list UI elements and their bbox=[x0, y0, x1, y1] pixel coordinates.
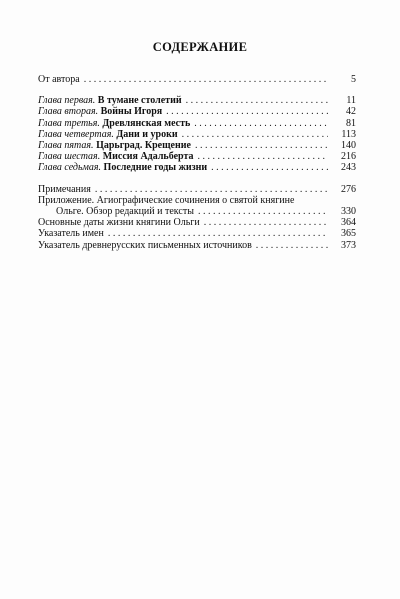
chapter-number: Глава седьмая. bbox=[38, 162, 102, 174]
page-title: СОДЕРЖАНИЕ bbox=[152, 40, 248, 54]
toc-entry-chapter-6[interactable] bbox=[38, 151, 356, 162]
leader-dots bbox=[211, 162, 328, 173]
toc-entry-chapter-4[interactable] bbox=[38, 129, 356, 140]
toc-entry-author[interactable] bbox=[38, 74, 356, 85]
toc-page-number: 42 bbox=[346, 106, 356, 118]
chapter-title: Царьград. Крещение bbox=[96, 140, 191, 152]
leader-dots bbox=[194, 118, 328, 129]
chapter-number: Глава четвертая. bbox=[38, 128, 114, 140]
leader-dots bbox=[84, 74, 328, 85]
toc-entry-chapter-3[interactable] bbox=[38, 118, 356, 129]
toc-page-number: 81 bbox=[346, 117, 356, 129]
toc-page-number: 243 bbox=[341, 162, 356, 174]
chapter-title: Древлянская месть bbox=[102, 117, 191, 129]
toc-entry-label: Указатель древнерусских письменных источников bbox=[38, 239, 252, 251]
leader-dots bbox=[166, 106, 328, 117]
toc-page-number: 373 bbox=[341, 239, 356, 251]
toc-entry-notes[interactable] bbox=[38, 184, 356, 195]
leader-dots bbox=[256, 240, 328, 251]
leader-dots bbox=[95, 184, 328, 195]
toc-entry-chapter-2[interactable] bbox=[38, 106, 356, 117]
chapter-number: Глава пятая. bbox=[38, 140, 94, 152]
chapter-title: Дани и уроки bbox=[116, 128, 178, 140]
toc-page-number: 276 bbox=[341, 183, 356, 195]
toc-entry-label: От автора bbox=[38, 74, 80, 85]
toc-entry-supplement[interactable] bbox=[38, 195, 356, 217]
chapter-title: Последние годы жизни bbox=[103, 162, 208, 174]
leader-dots bbox=[186, 95, 328, 106]
chapter-number: Глава первая. bbox=[38, 95, 96, 107]
chapter-title: Войны Игоря bbox=[100, 106, 163, 118]
chapter-title: Миссия Адальберта bbox=[102, 151, 194, 163]
leader-dots bbox=[182, 129, 328, 140]
toc-entry-dates[interactable] bbox=[38, 217, 356, 228]
toc-entry-label: Основные даты жизни княгини Ольги bbox=[38, 217, 200, 229]
toc-page-number: 364 bbox=[341, 217, 356, 229]
leader-dots bbox=[204, 217, 328, 228]
toc-entry-sources-index[interactable] bbox=[38, 240, 356, 251]
toc-entry-label: Приложение. Агиографические сочинения о святой княгине bbox=[38, 194, 295, 206]
leader-dots bbox=[198, 151, 329, 162]
chapter-title: В тумане столетий bbox=[97, 95, 182, 107]
toc-entry-chapter-1[interactable] bbox=[38, 95, 356, 106]
leader-dots bbox=[195, 140, 328, 151]
toc-entry-label: Указатель имен bbox=[38, 228, 104, 240]
toc-entry-label-continued: Ольге. Обзор редакций и тексты bbox=[56, 206, 194, 218]
toc-page-number: 5 bbox=[351, 74, 356, 85]
toc-page-number: 11 bbox=[346, 95, 356, 107]
leader-dots bbox=[108, 228, 328, 239]
leader-dots bbox=[198, 206, 328, 217]
chapter-number: Глава третья. bbox=[38, 117, 100, 129]
toc-page-number: 140 bbox=[341, 140, 356, 152]
chapter-number: Глава шестая. bbox=[38, 151, 101, 163]
toc-entry-names-index[interactable] bbox=[38, 228, 356, 239]
toc-page-number: 113 bbox=[341, 128, 356, 140]
table-of-contents bbox=[38, 74, 356, 251]
toc-entry-label: Примечания bbox=[38, 183, 91, 195]
toc-entry-chapter-5[interactable] bbox=[38, 140, 356, 151]
toc-page-number: 330 bbox=[341, 206, 356, 218]
section-gap bbox=[38, 174, 356, 184]
toc-entry-chapter-7[interactable] bbox=[38, 162, 356, 173]
toc-page-number: 216 bbox=[341, 151, 356, 163]
chapter-number: Глава вторая. bbox=[38, 106, 99, 118]
section-gap bbox=[38, 85, 356, 95]
toc-page-number: 365 bbox=[341, 228, 356, 240]
